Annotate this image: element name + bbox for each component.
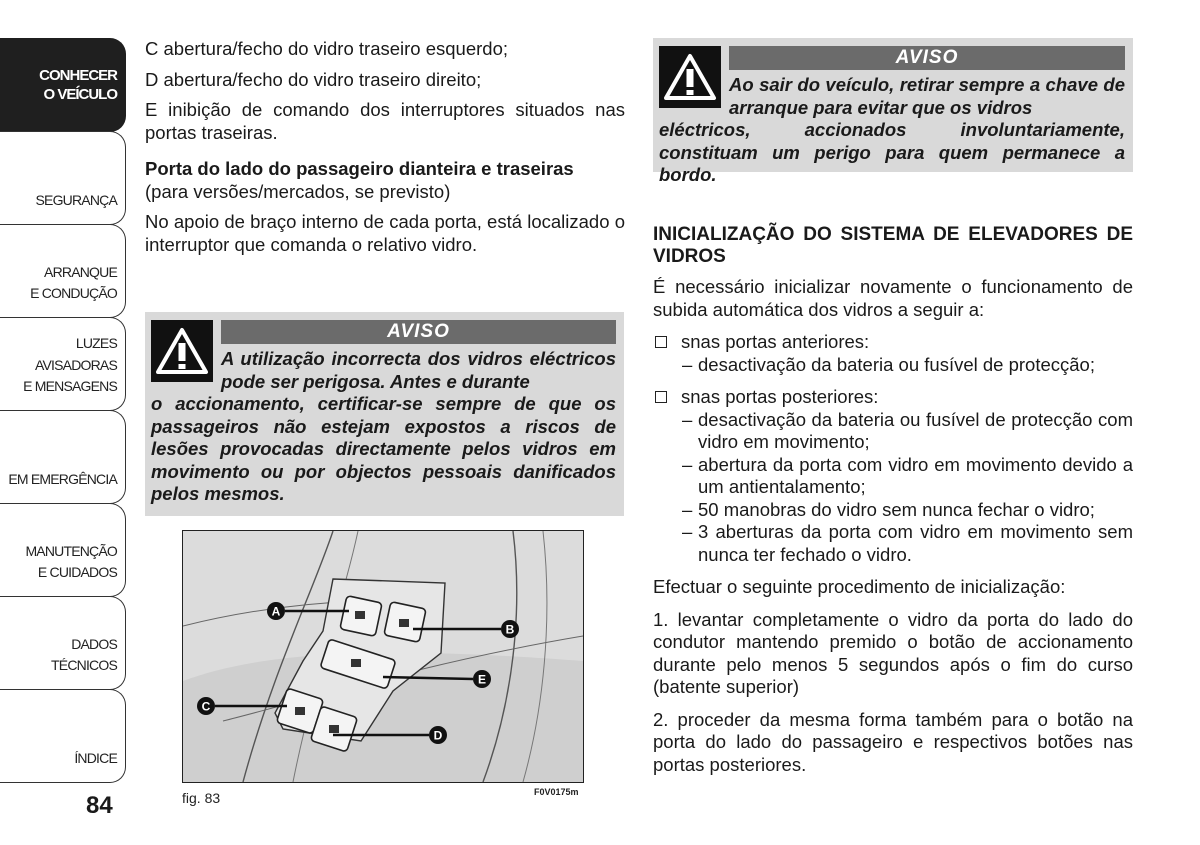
tab-manutencao-e-cuidados[interactable] — [0, 503, 126, 597]
bullet-label: snas portas posteriores: — [681, 386, 879, 407]
procedure-step: 1. levantar completamente o vidro da porta do lado do condutor mantendo premido o botão de accionamento durante pelo menos 5 segundos após o fim do curso (batente superior) — [653, 608, 1133, 697]
warning-text-head: A utilização incorrecta dos vidros eléctricos pode ser perigosa. Antes e durante — [221, 348, 616, 392]
list-item: E inibição de comando dos interruptores situados nas portas traseiras. — [145, 99, 625, 143]
procedure-intro: Efectuar o seguinte procedimento de inicialização: — [653, 576, 1066, 597]
list-item: C abertura/fecho do vidro traseiro esquerdo; — [145, 38, 509, 59]
sub-item: – 50 manobras do vidro sem nunca fechar o vidro; — [682, 498, 1095, 520]
warning-icon — [659, 46, 721, 108]
tab-seguranca[interactable] — [0, 131, 126, 225]
tab-dados-tecnicos[interactable] — [0, 596, 126, 690]
callout-b-label: B — [505, 622, 515, 637]
warning-title: AVISO — [221, 320, 616, 344]
figure-window-switches — [182, 530, 584, 783]
tab-label: MANUTENÇÃO E CUIDADOS — [25, 542, 117, 581]
list-item: D abertura/fecho do vidro traseiro direito; — [145, 68, 482, 90]
left-column — [145, 38, 625, 266]
tab-em-emergencia[interactable] — [0, 410, 126, 504]
bullet-label: snas portas anteriores: — [681, 331, 870, 352]
section-heading: INICIALIZAÇÃO DO SISTEMA DE ELEVADORES DE VIDROS — [653, 224, 1133, 267]
callout-d-label: D — [433, 728, 443, 743]
page-number: 84 — [86, 792, 113, 819]
figure-code: F0V0175m — [534, 787, 579, 797]
checkbox-bullet-icon — [655, 391, 667, 403]
sub-item: – desactivação da bateria ou fusível de protecção com vidro em movimento; — [682, 408, 1133, 452]
callout-a-label: A — [271, 604, 281, 619]
warning-title: AVISO — [729, 46, 1125, 70]
section-title: Porta do lado do passageiro dianteira e traseiras — [145, 158, 574, 179]
warning-text-rest: o accionamento, certificar-se sempre de que os passageiros não estejam expostos a riscos de lesões provocadas directamente pelos vidros em movimento ou por objectos pessoais danificados pelos mesmos. — [151, 393, 616, 504]
warning-box — [653, 38, 1133, 185]
warning-icon — [151, 320, 213, 382]
tab-label: ARRANQUE E CONDUÇÃO — [30, 263, 117, 302]
sub-item: – desactivação da bateria ou fusível de protecção; — [682, 353, 1095, 375]
tab-luzes-avisadoras[interactable] — [0, 317, 126, 411]
section-body: No apoio de braço interno de cada porta, está localizado o interruptor que comanda o relativo vidro. — [145, 211, 625, 255]
sub-item: – 3 aberturas da porta com vidro em movimento sem nunca ter fechado o vidro. — [682, 521, 1133, 565]
sub-item: – abertura da porta com vidro em movimento devido a um antientalamento; — [682, 453, 1133, 497]
tab-label: EM EMERGÊNCIA — [8, 471, 117, 488]
list-item — [653, 331, 1133, 354]
figure-caption: fig. 83 — [182, 790, 221, 806]
procedure-step: 2. proceder da mesma forma também para o botão na porta do lado do passageiro e respectivos botões nas portas posteriores. — [653, 708, 1133, 775]
warning-text-head: Ao sair do veículo, retirar sempre a chave de arranque para evitar que os vidros — [729, 74, 1125, 118]
armrest-illustration — [183, 531, 583, 782]
tab-indice[interactable] — [0, 689, 126, 783]
section-note: (para versões/mercados, se previsto) — [145, 180, 451, 202]
tab-conhecer-o-veiculo[interactable] — [0, 38, 126, 132]
right-column — [653, 224, 1133, 786]
warning-box — [145, 312, 624, 516]
list-item — [653, 386, 1133, 409]
tab-label: DADOS TÉCNICOS — [51, 635, 117, 674]
callout-e-label: E — [477, 672, 487, 687]
tab-arranque-e-conducao[interactable] — [0, 224, 126, 318]
warning-text-rest: eléctricos, accionados involuntariamente, constituam um perigo para quem permanece a bordo. — [659, 119, 1125, 185]
tab-label: SEGURANÇA — [35, 192, 117, 209]
tab-label: CONHECER O VEÍCULO — [39, 66, 117, 103]
checkbox-bullet-icon — [655, 336, 667, 348]
tab-label: ÍNDICE — [74, 750, 117, 767]
tab-label: LUZES AVISADORAS E MENSAGENS — [23, 334, 117, 395]
callout-c-label: C — [201, 699, 211, 714]
intro-text: É necessário inicializar novamente o funcionamento de subida automática dos vidros a seguir a: — [653, 276, 1133, 320]
